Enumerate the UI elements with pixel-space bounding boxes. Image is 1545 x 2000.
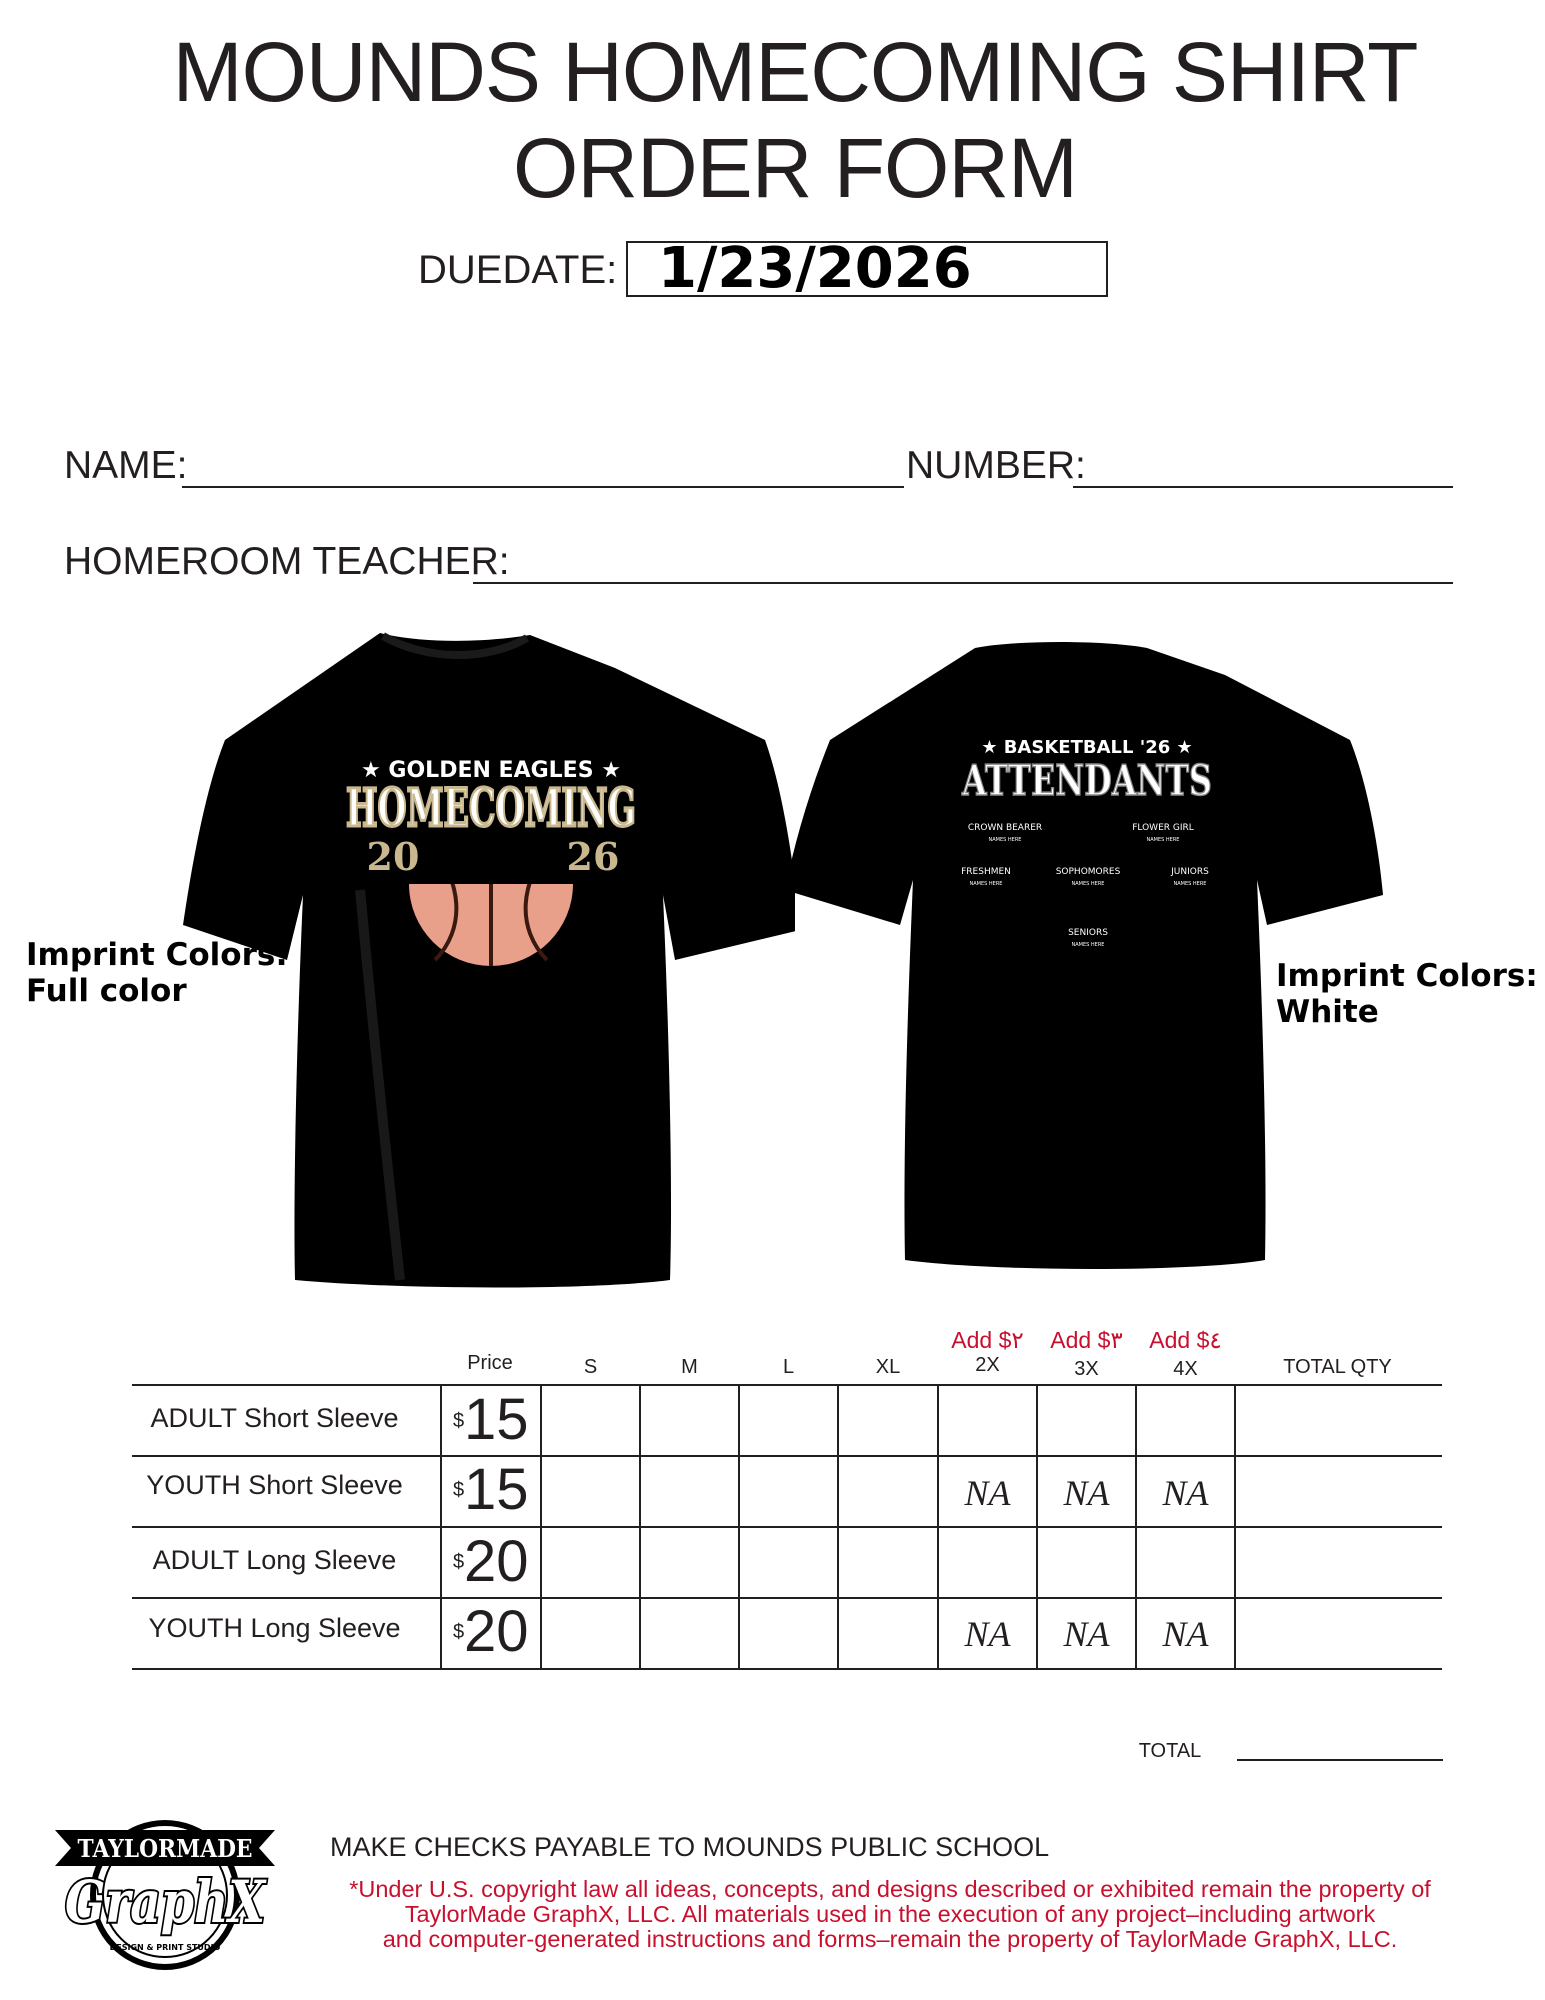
front-text-homecoming: HOMECOMING <box>346 778 636 839</box>
size-header-total-qty: TOTAL QTY <box>1283 1356 1392 1378</box>
size-header-3x: 3X <box>1074 1358 1099 1380</box>
taylormade-graphx-logo <box>45 1800 290 1980</box>
due-date-label: DUEDATE: <box>418 248 618 292</box>
back-imprint-label: Imprint Colors: <box>1276 958 1538 994</box>
table-col-m-left <box>639 1384 641 1668</box>
table-col-price-left <box>440 1384 442 1668</box>
table-line-top <box>132 1384 1442 1386</box>
number-line[interactable] <box>1073 486 1453 488</box>
table-line-row2 <box>132 1526 1442 1528</box>
na-youth-long-4x: NA <box>1162 1614 1209 1654</box>
na-youth-short-4x: NA <box>1162 1473 1209 1513</box>
upcharge-4x: Add $٤ <box>1149 1327 1222 1353</box>
back-names-juniors: NAMES HERE <box>1173 881 1207 887</box>
row-label-adult-short: ADULT Short Sleeve <box>150 1403 399 1433</box>
name-label: NAME: <box>64 444 188 487</box>
back-role-juniors: JUNIORS <box>1171 867 1209 877</box>
back-text-attendants: ATTENDANTS <box>961 756 1212 805</box>
table-col-xl-left <box>837 1384 839 1668</box>
back-role-crown-bearer: CROWN BEARER <box>967 823 1043 833</box>
back-names-sophomores: NAMES HERE <box>1071 881 1105 887</box>
back-names-seniors: NAMES HERE <box>1071 942 1105 948</box>
size-header-2x: 2X <box>975 1354 1000 1376</box>
size-header-m: M <box>681 1356 698 1378</box>
form-title-line2: ORDER FORM <box>513 121 1077 215</box>
form-title-line1: MOUNDS HOMECOMING SHIRT <box>172 25 1418 119</box>
back-imprint-value: White <box>1276 994 1379 1030</box>
upcharge-2x: Add $٢ <box>951 1327 1024 1353</box>
front-text-year-right: 26 <box>566 834 620 879</box>
na-youth-short-2x: NA <box>964 1473 1011 1513</box>
copyright-line-2: TaylorMade GraphX, LLC. All materials used in the execution of any project–including artwork <box>404 1901 1376 1927</box>
homeroom-line[interactable] <box>473 582 1453 584</box>
front-imprint-value: Full color <box>26 973 187 1009</box>
due-date-field[interactable]: 1/23/2026 <box>626 241 1108 297</box>
size-header-s: S <box>583 1356 598 1378</box>
back-names-flower-girl: NAMES HERE <box>1146 837 1180 843</box>
row-currency-youth-long: $ <box>453 1621 465 1643</box>
na-youth-short-3x: NA <box>1063 1473 1110 1513</box>
number-label: NUMBER: <box>906 444 1086 487</box>
row-currency-adult-long: $ <box>453 1551 465 1573</box>
row-label-youth-short: YOUTH Short Sleeve <box>146 1470 403 1500</box>
total-line[interactable] <box>1237 1759 1443 1761</box>
na-youth-long-2x: NA <box>964 1614 1011 1654</box>
back-role-freshmen: FRESHMEN <box>961 867 1011 877</box>
table-line-row3 <box>132 1597 1442 1599</box>
back-role-seniors: SENIORS <box>1068 928 1108 938</box>
size-header-l: L <box>782 1356 795 1378</box>
row-price-adult-long: 20 <box>464 1529 529 1594</box>
table-line-bottom <box>132 1668 1442 1670</box>
total-label: TOTAL <box>1138 1740 1202 1762</box>
back-role-flower-girl: FLOWER GIRL <box>1132 823 1194 833</box>
back-role-sophomores: SOPHOMORES <box>1055 867 1121 877</box>
back-names-freshmen: NAMES HERE <box>969 881 1003 887</box>
price-header: Price <box>467 1352 513 1374</box>
front-text-golden-eagles: ★ GOLDEN EAGLES ★ <box>361 758 621 783</box>
row-currency-youth-short: $ <box>453 1479 465 1501</box>
row-label-youth-long: YOUTH Long Sleeve <box>148 1613 401 1643</box>
front-text-year-left: 20 <box>366 834 420 879</box>
row-price-youth-long: 20 <box>464 1599 529 1664</box>
row-label-adult-long: ADULT Long Sleeve <box>152 1545 397 1575</box>
size-header-xl: XL <box>875 1356 901 1378</box>
size-header-4x: 4X <box>1173 1358 1198 1380</box>
logo-text-main: GraphX <box>65 1868 267 1936</box>
table-col-s-left <box>540 1384 542 1668</box>
row-currency-adult-short: $ <box>453 1410 465 1432</box>
checks-payable-note: MAKE CHECKS PAYABLE TO MOUNDS PUBLIC SCHOOL <box>330 1832 1050 1862</box>
logo-text-bottom: DESIGN & PRINT STUDIO <box>109 1943 221 1952</box>
front-imprint-label: Imprint Colors: <box>26 937 288 973</box>
name-line[interactable] <box>182 486 904 488</box>
table-line-row1 <box>132 1455 1442 1457</box>
row-price-youth-short: 15 <box>464 1457 529 1522</box>
homeroom-label: HOMEROOM TEACHER: <box>64 540 510 583</box>
na-youth-long-3x: NA <box>1063 1614 1110 1654</box>
row-price-adult-short: 15 <box>464 1387 529 1452</box>
copyright-line-3: and computer-generated instructions and forms–remain the property of TaylorMade GraphX, LLC. <box>382 1926 1398 1952</box>
logo-text-top: TAYLORMADE <box>77 1834 253 1863</box>
table-col-l-left <box>738 1384 740 1668</box>
copyright-notice <box>300 1877 1480 1952</box>
copyright-line-1: *Under U.S. copyright law all ideas, concepts, and designs described or exhibited remain the property of <box>349 1876 1431 1902</box>
upcharge-3x: Add $٣ <box>1050 1327 1123 1353</box>
back-text-basketball: ★ BASKETBALL '26 ★ <box>981 737 1193 758</box>
back-names-crown-bearer: NAMES HERE <box>988 837 1022 843</box>
